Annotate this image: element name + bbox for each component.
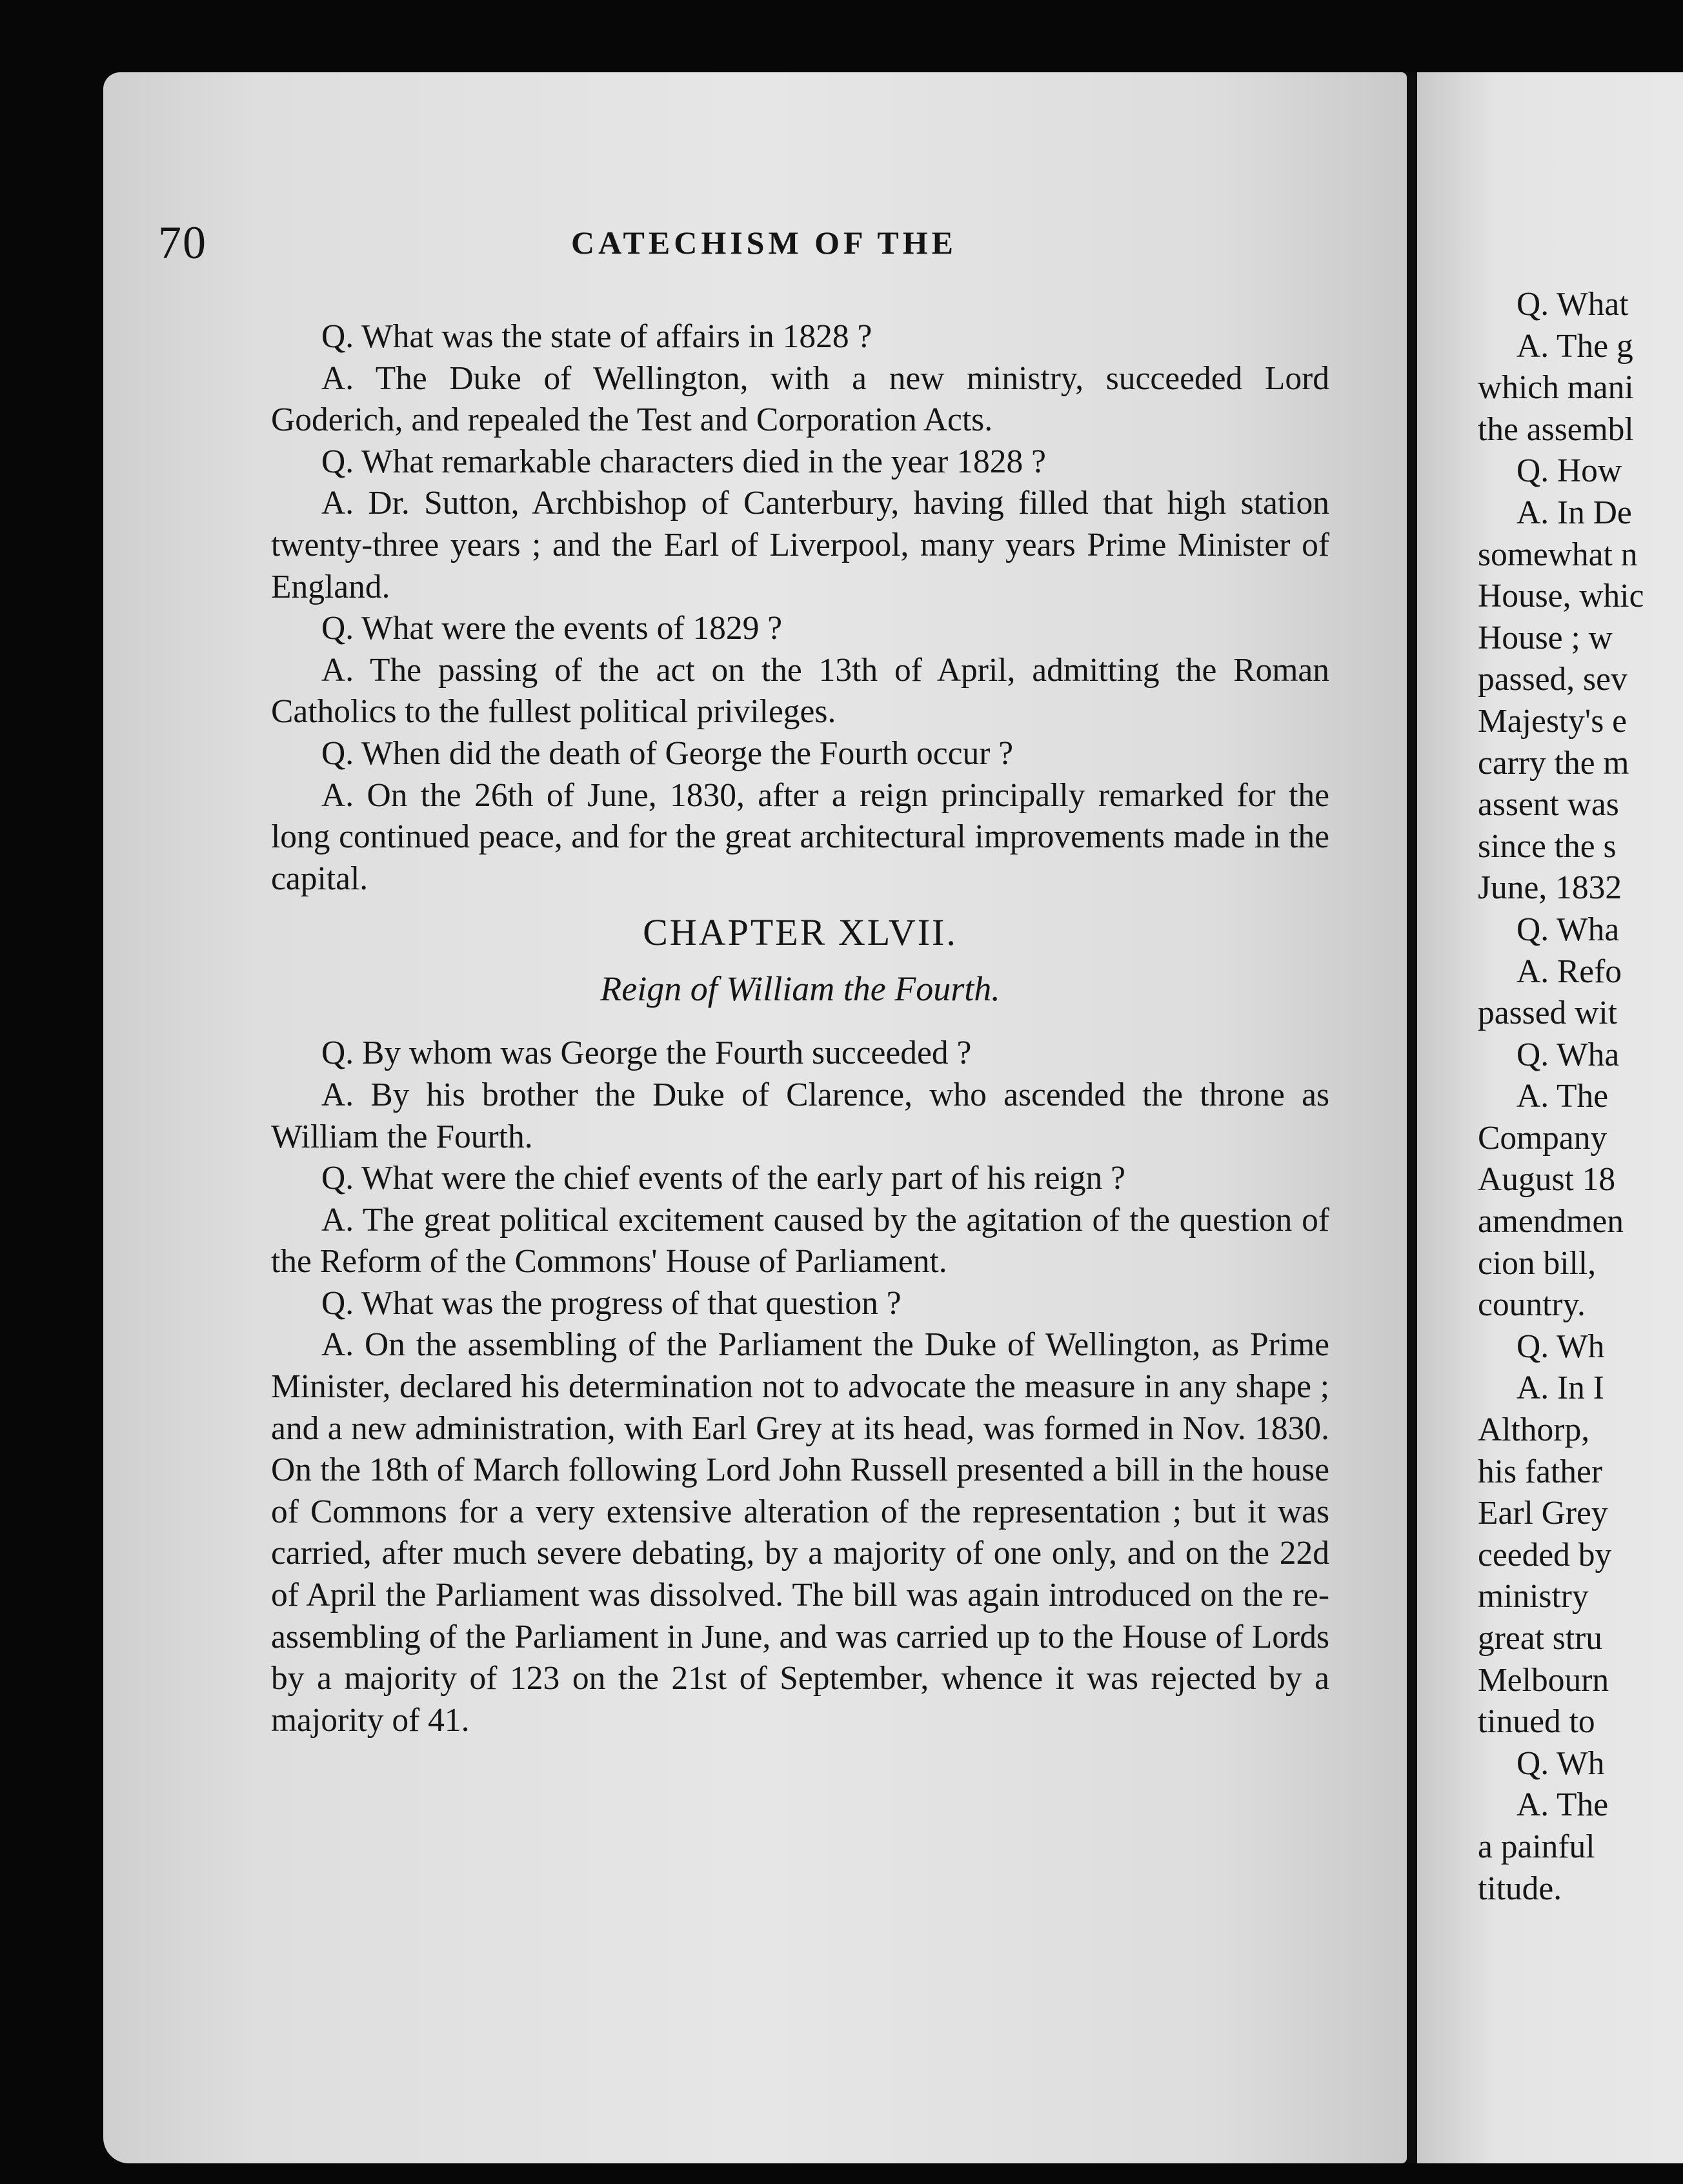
right-page-line: country. <box>1478 1286 1586 1324</box>
right-page-text-fragments <box>1478 284 1683 1910</box>
right-page-line: Q. Wha <box>1517 1036 1620 1073</box>
right-page-line: which mani <box>1478 369 1634 407</box>
right-page-line: A. In De <box>1517 494 1632 531</box>
answer-paragraph: A. The great political excitement caused by the agitation of the question of the Reform of the Commons' House of Parliament. <box>271 1201 1329 1280</box>
right-page-line: Earl Grey <box>1478 1495 1608 1532</box>
right-page-line: assent was <box>1478 786 1619 824</box>
right-page-line: August 18 <box>1478 1161 1616 1198</box>
right-page-line: Althorp, <box>1478 1411 1590 1449</box>
question-paragraph: Q. When did the death of George the Fourth occur ? <box>321 734 1014 772</box>
right-page-line: his father <box>1478 1453 1603 1490</box>
chapter-subtitle: Reign of William the Fourth. <box>600 969 1000 1009</box>
right-page-line: Q. Wh <box>1517 1744 1605 1782</box>
page-number: 70 <box>158 217 207 268</box>
right-page-line: A. The <box>1517 1786 1609 1824</box>
question-paragraph: Q. By whom was George the Fourth succeeded ? <box>321 1035 972 1072</box>
right-page-line: great stru <box>1478 1620 1603 1657</box>
right-page-line: A. In I <box>1517 1370 1604 1407</box>
right-page-line: House, whic <box>1478 578 1644 615</box>
question-paragraph: Q. What were the events of 1829 ? <box>321 610 783 647</box>
right-page-line: Company <box>1478 1119 1607 1157</box>
right-page-line: Melbourn <box>1478 1661 1609 1699</box>
question-paragraph: Q. What remarkable characters died in the year 1828 ? <box>321 443 1046 480</box>
right-page-line: ministry <box>1478 1578 1589 1615</box>
answer-paragraph: A. By his brother the Duke of Clarence, who ascended the throne as William the Fourth. <box>271 1076 1329 1155</box>
right-page-line: House ; w <box>1478 619 1613 656</box>
question-paragraph: Q. What was the progress of that question ? <box>321 1284 902 1322</box>
right-page-line: passed wit <box>1478 995 1617 1032</box>
right-page-line: Majesty's e <box>1478 702 1627 740</box>
running-title: CATECHISM OF THE <box>571 225 957 261</box>
page-gutter <box>1407 72 1417 2163</box>
left-text-column <box>271 316 1329 1741</box>
right-page-line: Q. Wha <box>1517 911 1620 948</box>
right-page-line: somewhat n <box>1478 536 1638 573</box>
right-page-line: A. Refo <box>1517 953 1622 990</box>
right-page-line: A. The g <box>1517 327 1633 365</box>
running-head <box>158 216 1320 274</box>
paragraph-block <box>271 316 1329 900</box>
answer-paragraph: A. On the assembling of the Parliament the Duke of Wellington, as Prime Minister, declared his determination not to advocate the measure in any shape ; and a new administration, with Earl Grey at its head, was formed in Nov. 1830. On the 18th of March following Lord John Russell presented a bill in the house of Commons for a very extensive alteration of the representation ; but it was carried, after much severe debating, by a majority of one only, and on the 22d of April the Parliament was dissolved. The bill was again introduced on the re-assembling of the Parliament in June, and was carried up to the House of Lords by a majority of 123 on the 21st of September, whence it was rejected by a majority of 41. <box>271 1326 1329 1739</box>
right-page-line: titude. <box>1478 1870 1562 1907</box>
right-page-line: ceeded by <box>1478 1536 1612 1573</box>
answer-paragraph: A. The Duke of Wellington, with a new ministry, succeeded Lord Goderich, and repealed the Test and Corporation Acts. <box>271 359 1329 439</box>
right-page-line: Q. What <box>1517 286 1629 323</box>
right-page-line: amendmen <box>1478 1203 1624 1240</box>
right-page-line: the assembl <box>1478 410 1634 448</box>
answer-paragraph: A. Dr. Sutton, Archbishop of Canterbury, having filled that high station twenty-three years ; and the Earl of Liverpool, many years Prime Minister of England. <box>271 485 1329 605</box>
right-page-line: tinued to <box>1478 1703 1595 1741</box>
right-page-line: A. The <box>1517 1078 1609 1115</box>
right-page-line: Q. Wh <box>1517 1328 1605 1365</box>
right-page-line: a painful <box>1478 1828 1595 1865</box>
right-page-line: Q. How <box>1517 452 1622 490</box>
right-page-line: cion bill, <box>1478 1244 1597 1282</box>
right-page-line: June, 1832 <box>1478 869 1622 907</box>
chapter-paragraph-block <box>271 1033 1329 1741</box>
question-paragraph: Q. What were the chief events of the early part of his reign ? <box>321 1160 1125 1197</box>
chapter-heading: CHAPTER XLVII. <box>643 911 958 954</box>
right-page-line: since the s <box>1478 827 1617 865</box>
right-page-line: passed, sev <box>1478 661 1628 698</box>
answer-paragraph: A. On the 26th of June, 1830, after a reign principally remarked for the long continued peace, and for the great architectural improvements made in the capital. <box>271 776 1329 897</box>
question-paragraph: Q. What was the state of affairs in 1828 ? <box>321 318 872 355</box>
answer-paragraph: A. The passing of the act on the 13th of April, admitting the Roman Catholics to the fullest political privileges. <box>271 651 1329 731</box>
right-page-line: carry the m <box>1478 744 1629 782</box>
